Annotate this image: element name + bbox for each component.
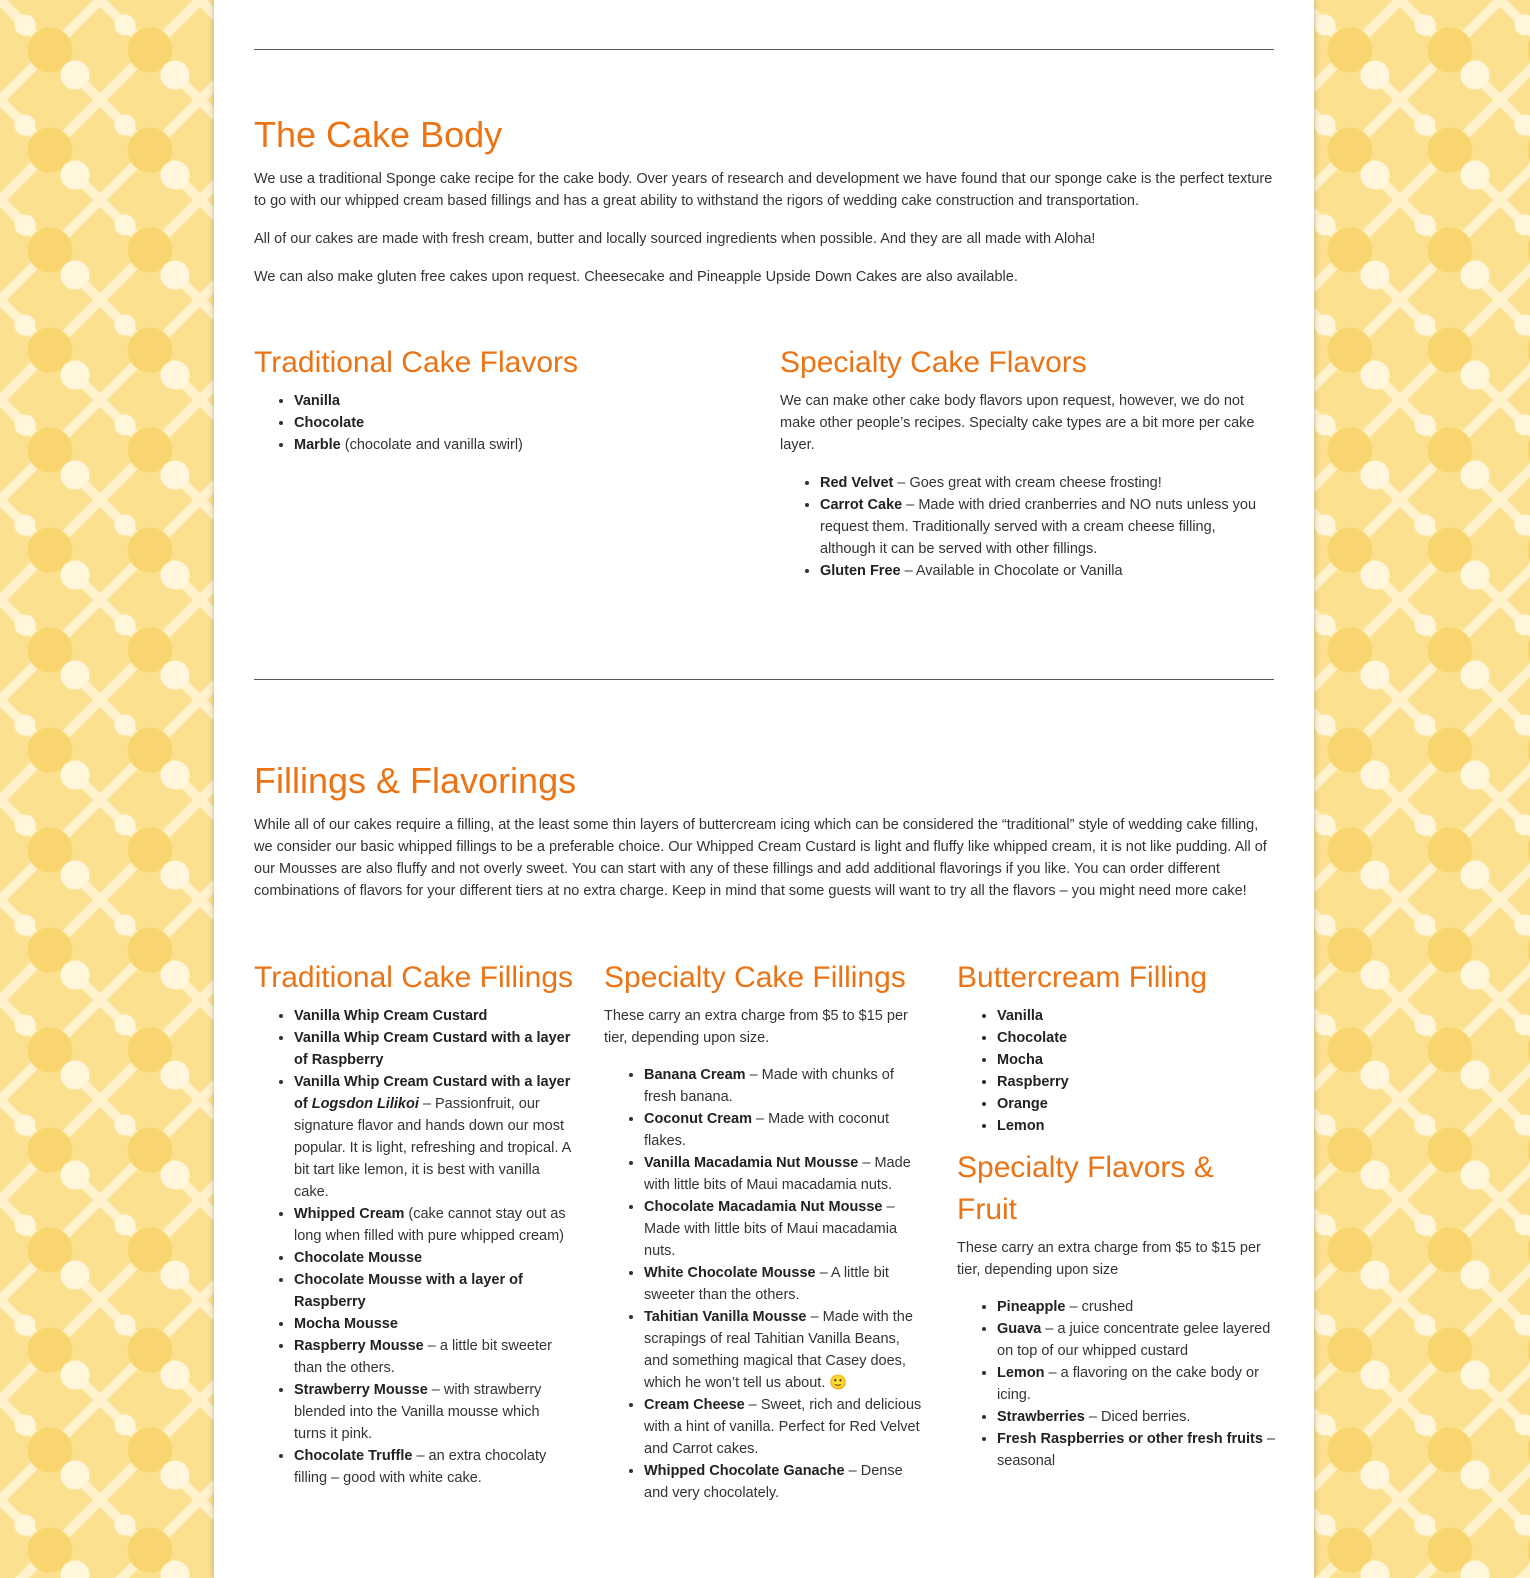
buttercream-section	[957, 957, 1277, 1472]
traditional-fillings-title: Traditional Cake Fillings	[254, 961, 574, 994]
list-item: • Chocolate Truffle – an extra chocolaty filling – good with white cake.	[294, 1445, 574, 1489]
specialty-flavors-section	[780, 342, 1260, 582]
list-item: • Cream Cheese – Sweet, rich and delicious with a hint of vanilla. Perfect for Red Velvet and Carrot cakes.	[644, 1394, 924, 1460]
specialty-fillings-intro: These carry an extra charge from $5 to $15 per tier, depending upon size.	[604, 1008, 908, 1046]
list-item: • Mocha Mousse	[294, 1313, 574, 1335]
list-item: • Marble (chocolate and vanilla swirl)	[294, 434, 754, 456]
traditional-flavors-title: Traditional Cake Flavors	[254, 346, 579, 379]
list-item: • Chocolate	[997, 1027, 1277, 1049]
list-item: • Vanilla Whip Cream Custard with a layer of Raspberry	[294, 1027, 574, 1071]
cake-body-paragraph-1: We use a traditional Sponge cake recipe for the cake body. Over years of research and development we have found that our sponge cake is the perfect texture to go with our whipped cream based fillings and has a great ability to withstand the rigors of wedding cake construction and transportation.	[254, 171, 1273, 209]
specialty-fillings-section	[604, 957, 924, 1504]
list-item: • Fresh Raspberries or other fresh fruits – seasonal	[997, 1428, 1277, 1472]
list-item: • Whipped Cream (cake cannot stay out as long when filled with pure whipped cream)	[294, 1203, 574, 1247]
list-item: • Gluten Free – Available in Chocolate or Vanilla	[820, 560, 1260, 582]
list-item: • Carrot Cake – Made with dried cranberries and NO nuts unless you request them. Traditionally served with a cream cheese filling, although it can be served with other fillings.	[820, 494, 1260, 560]
specialty-flavors-list	[780, 472, 1260, 582]
list-item: • Chocolate	[294, 412, 754, 434]
fillings-intro: While all of our cakes require a filling, at the least some thin layers of buttercream icing which can be considered the “traditional” style of wedding cake filling, we consider our basic whipped fillings to be a preferable choice. Our Whipped Cream Custard is light and fluffy like whipped cream, it is not like pudding. All of our Mousses are also fluffy and not overly sweet. You can start with any of these fillings and add additional flavorings if you like. You can order different combinations of flavors for your different tiers at no extra charge. Keep in mind that some guests will want to try all the flavors – you might need more cake!	[254, 817, 1267, 899]
content-page	[214, 0, 1314, 1578]
specialty-flavors-title: Specialty Cake Flavors	[780, 346, 1087, 379]
buttercream-title: Buttercream Filling	[957, 961, 1208, 994]
list-item: • Pineapple – crushed	[997, 1296, 1277, 1318]
list-item: • Vanilla	[997, 1005, 1277, 1027]
list-item: • Lemon – a flavoring on the cake body or icing.	[997, 1362, 1277, 1406]
list-item: • Red Velvet – Goes great with cream cheese frosting!	[820, 472, 1260, 494]
cake-body-paragraph-3: We can also make gluten free cakes upon request. Cheesecake and Pineapple Upside Down Cakes are also available.	[254, 269, 1018, 285]
list-item: • Vanilla Whip Cream Custard	[294, 1005, 574, 1027]
traditional-flavors-section	[254, 342, 754, 456]
specialty-fruit-title: Specialty Flavors & Fruit	[957, 1151, 1214, 1226]
list-item: • Tahitian Vanilla Mousse – Made with the scrapings of real Tahitian Vanilla Beans, and something magical that Casey does, which he won’t tell us about. 🙂	[644, 1306, 924, 1394]
list-item: • Raspberry Mousse – a little bit sweeter than the others.	[294, 1335, 574, 1379]
specialty-fillings-list	[604, 1064, 924, 1504]
traditional-flavors-list	[254, 390, 754, 456]
divider-top	[254, 49, 1274, 50]
fillings-title: Fillings & Flavorings	[254, 760, 577, 801]
list-item: • Coconut Cream – Made with coconut flakes.	[644, 1108, 924, 1152]
cake-body-title: The Cake Body	[254, 114, 503, 155]
specialty-flavors-intro: We can make other cake body flavors upon request, however, we do not make other people’s recipes. Specialty cake types are a bit more per cake layer.	[780, 393, 1255, 453]
buttercream-list	[957, 1005, 1277, 1137]
list-item: • Strawberries – Diced berries.	[997, 1406, 1277, 1428]
list-item: • Orange	[997, 1093, 1277, 1115]
traditional-fillings-section	[254, 957, 574, 1489]
specialty-fruit-intro: These carry an extra charge from $5 to $15 per tier, depending upon size	[957, 1240, 1261, 1278]
cake-body-paragraph-2: All of our cakes are made with fresh cream, butter and locally sourced ingredients when possible. And they are all made with Aloha!	[254, 231, 1096, 247]
list-item: • Chocolate Macadamia Nut Mousse – Made with little bits of Maui macadamia nuts.	[644, 1196, 924, 1262]
list-item: • Whipped Chocolate Ganache – Dense and very chocolately.	[644, 1460, 924, 1504]
specialty-fruit-list	[957, 1296, 1277, 1472]
specialty-fillings-title: Specialty Cake Fillings	[604, 961, 906, 994]
list-item: • Chocolate Mousse	[294, 1247, 574, 1269]
divider-middle	[254, 679, 1274, 680]
traditional-fillings-list	[254, 1005, 574, 1489]
list-item: • Vanilla Macadamia Nut Mousse – Made with little bits of Maui macadamia nuts.	[644, 1152, 924, 1196]
list-item: • Chocolate Mousse with a layer of Raspberry	[294, 1269, 574, 1313]
list-item: • Vanilla	[294, 390, 754, 412]
list-item: • Banana Cream – Made with chunks of fresh banana.	[644, 1064, 924, 1108]
list-item: • Mocha	[997, 1049, 1277, 1071]
fillings-section	[254, 760, 1274, 902]
list-item: • Lemon	[997, 1115, 1277, 1137]
list-item: • Raspberry	[997, 1071, 1277, 1093]
list-item: • White Chocolate Mousse – A little bit sweeter than the others.	[644, 1262, 924, 1306]
list-item: • Strawberry Mousse – with strawberry blended into the Vanilla mousse which turns it pink.	[294, 1379, 574, 1445]
list-item: • Vanilla Whip Cream Custard with a layer of Logsdon Lilikoi – Passionfruit, our signature flavor and hands down our most popular. It is light, refreshing and tropical. A bit tart like lemon, it is best with vanilla cake.	[294, 1071, 574, 1203]
cake-body-section	[254, 114, 1274, 288]
list-item: • Guava – a juice concentrate gelee layered on top of our whipped custard	[997, 1318, 1277, 1362]
